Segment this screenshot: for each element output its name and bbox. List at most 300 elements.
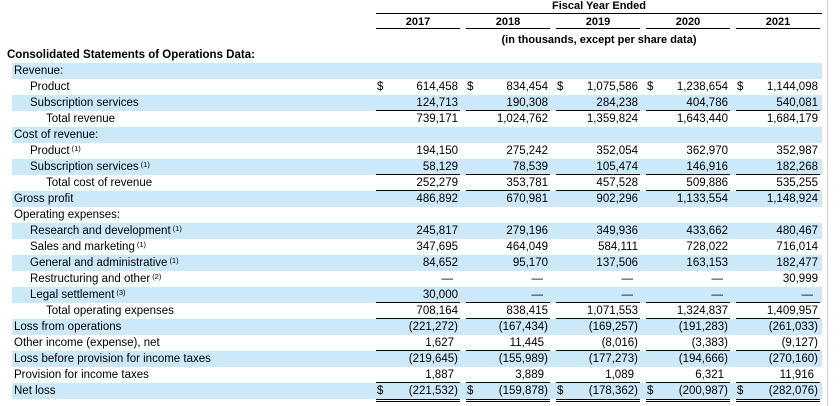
value-cell-box — [646, 351, 730, 367]
value-cell — [646, 351, 736, 367]
value-cell — [376, 111, 466, 127]
row-label — [12, 63, 376, 79]
value-cell — [466, 223, 556, 239]
value-cell-box — [646, 175, 730, 191]
cell-value: 105,474 — [596, 160, 638, 173]
table-row — [12, 383, 822, 399]
table-right-border — [827, 0, 828, 406]
cell-value: — — [621, 273, 633, 285]
row-label — [12, 223, 376, 239]
table-row — [12, 255, 822, 271]
value-cell — [646, 175, 736, 191]
year-header-cell — [556, 14, 646, 29]
value-cell — [376, 271, 466, 287]
value-cell-box — [466, 239, 550, 255]
cell-value: 404,786 — [686, 96, 728, 109]
row-label — [12, 111, 376, 127]
value-cell-box — [646, 287, 730, 303]
year-header-cell — [646, 14, 736, 29]
value-cell-box — [736, 159, 820, 175]
value-cell-box — [646, 271, 730, 287]
value-cell — [556, 319, 646, 335]
value-cell-box — [556, 63, 640, 79]
value-cell-box — [556, 367, 640, 383]
dollar-sign: $ — [377, 81, 384, 93]
value-cell — [646, 319, 736, 335]
year-header-cell — [736, 14, 822, 29]
value-cell-box — [736, 223, 820, 239]
value-cell-box — [376, 127, 460, 143]
value-cell-box — [736, 79, 820, 95]
cell-value: 584,111 — [598, 241, 638, 253]
row-label-text: Loss from operations — [14, 321, 122, 333]
value-cell-box — [466, 191, 550, 207]
value-cell-box — [376, 79, 460, 95]
value-cell — [646, 63, 736, 79]
value-cell — [376, 95, 466, 111]
row-label — [12, 191, 376, 207]
table-row — [12, 63, 822, 79]
cell-value: 716,014 — [776, 241, 818, 253]
value-cell — [646, 207, 736, 223]
cell-value: 252,279 — [416, 176, 458, 189]
row-label-text: Subscription services — [30, 161, 139, 173]
value-cell — [556, 95, 646, 111]
value-cell-box — [736, 207, 820, 223]
value-cell-box — [646, 79, 730, 95]
row-label — [12, 95, 376, 111]
value-cell-box — [376, 367, 460, 383]
value-cell — [466, 95, 556, 111]
double-rule-line — [376, 399, 460, 404]
value-cell — [466, 367, 556, 383]
value-cell — [376, 335, 466, 351]
value-cell — [376, 143, 466, 159]
row-label — [12, 175, 376, 191]
dollar-sign: $ — [467, 81, 474, 93]
cell-value: 1,409,957 — [766, 304, 818, 317]
value-cell-box — [736, 127, 820, 143]
value-cell — [556, 175, 646, 191]
cell-value: 347,695 — [416, 241, 458, 253]
value-cell — [736, 143, 822, 159]
value-cell-box — [736, 303, 820, 319]
cell-value: 708,164 — [416, 304, 458, 317]
cell-value: 433,662 — [686, 225, 728, 237]
row-label-text: Other income (expense), net — [14, 337, 160, 349]
cell-value: 739,171 — [416, 113, 458, 125]
value-cell-box — [376, 255, 460, 271]
cell-value: 1,238,654 — [676, 81, 728, 93]
value-cell — [556, 223, 646, 239]
dollar-sign: $ — [647, 385, 654, 397]
value-cell — [646, 127, 736, 143]
value-cell — [376, 367, 466, 383]
value-cell — [466, 207, 556, 223]
units-note: (in thousands, except per share data) — [501, 34, 697, 46]
value-cell-box — [466, 367, 550, 383]
value-cell-box — [466, 303, 550, 319]
cell-value: 146,916 — [686, 160, 728, 173]
value-cell — [556, 367, 646, 383]
row-label-text: Restructuring and other — [30, 273, 151, 285]
value-cell — [556, 207, 646, 223]
cell-value: 362,970 — [686, 145, 728, 157]
value-cell-box — [556, 127, 640, 143]
value-cell — [736, 383, 822, 399]
year-header: 2019 — [556, 14, 640, 29]
cell-value: 353,781 — [506, 176, 548, 189]
cell-value: 182,477 — [776, 257, 818, 269]
value-cell-box — [376, 335, 460, 351]
value-cell — [466, 303, 556, 319]
cell-value: 30,000 — [422, 288, 458, 301]
cell-value: 1,071,553 — [586, 304, 638, 317]
value-cell — [556, 63, 646, 79]
value-cell — [646, 95, 736, 111]
row-label-text: Revenue: — [14, 65, 64, 77]
cell-value: (159,878) — [498, 385, 548, 397]
footnote-marker: (3) — [116, 288, 126, 297]
row-label — [12, 383, 376, 399]
value-cell — [736, 351, 822, 367]
cell-value: 11,445 — [509, 336, 544, 349]
row-label — [12, 319, 376, 335]
cell-value: (221,272) — [408, 321, 458, 333]
cell-value: 1,024,762 — [496, 113, 548, 125]
year-column-headers — [376, 14, 822, 29]
value-cell-box — [736, 287, 820, 303]
table-row — [12, 191, 822, 207]
value-cell — [556, 255, 646, 271]
row-label — [12, 303, 376, 319]
cell-value: 1,148,924 — [766, 193, 818, 205]
table-row — [12, 111, 822, 127]
value-cell — [466, 271, 556, 287]
value-cell-box — [466, 207, 550, 223]
value-cell-box — [556, 207, 640, 223]
dollar-sign: $ — [737, 81, 744, 93]
value-cell — [736, 335, 822, 351]
value-cell — [376, 255, 466, 271]
value-cell — [556, 239, 646, 255]
cell-value: (200,987) — [678, 385, 728, 397]
value-cell-box — [736, 255, 820, 271]
cell-value: 6,321 — [695, 368, 724, 381]
value-cell — [376, 127, 466, 143]
year-header: 2017 — [376, 14, 460, 29]
value-cell — [466, 175, 556, 191]
value-cell — [376, 351, 466, 367]
value-cell-box — [466, 223, 550, 239]
value-cell-box — [646, 303, 730, 319]
table-header — [376, 0, 822, 48]
row-label — [12, 271, 376, 287]
cell-value: 535,255 — [776, 176, 818, 189]
row-label-text: Provision for income taxes — [14, 369, 149, 381]
year-header-cell — [376, 14, 466, 29]
cell-value: 1,684,179 — [766, 113, 818, 125]
row-label-text: Subscription services — [30, 97, 139, 109]
double-rule-cell — [556, 399, 646, 406]
value-cell — [736, 255, 822, 271]
cell-value: (261,033) — [768, 321, 818, 333]
value-cell-box — [466, 95, 550, 111]
cell-value: (167,434) — [498, 321, 548, 333]
value-cell — [376, 223, 466, 239]
table-row — [12, 335, 822, 351]
cell-value: 614,458 — [416, 81, 458, 93]
footnote-marker: (1) — [172, 224, 182, 233]
cell-value: — — [711, 273, 723, 285]
cell-value: (270,160) — [768, 353, 818, 365]
value-cell-box — [556, 95, 640, 111]
value-cell — [556, 335, 646, 351]
value-cell — [376, 303, 466, 319]
value-cell-box — [736, 143, 820, 159]
footnote-marker: (1) — [136, 240, 147, 249]
cell-value: — — [621, 288, 633, 301]
cell-value: (177,273) — [588, 353, 638, 365]
value-cell — [376, 159, 466, 175]
value-cell-box — [466, 319, 550, 335]
cell-value: 834,454 — [506, 81, 548, 93]
value-cell-box — [736, 111, 820, 127]
footnote-marker: (1) — [71, 144, 81, 153]
cell-value: — — [531, 273, 543, 285]
cell-value: — — [531, 288, 543, 301]
value-cell — [376, 319, 466, 335]
cell-value: (8,016) — [601, 336, 638, 349]
cell-value: (178,362) — [588, 385, 638, 397]
cell-value: 137,506 — [596, 257, 638, 269]
value-cell — [556, 143, 646, 159]
cell-value: (169,257) — [588, 321, 638, 333]
value-cell-box — [646, 127, 730, 143]
table-row — [12, 367, 822, 383]
value-cell-box — [646, 95, 730, 111]
value-cell — [466, 143, 556, 159]
cell-value: 124,713 — [416, 96, 458, 109]
value-cell-box — [376, 303, 460, 319]
table-row — [12, 143, 822, 159]
fiscal-year-ended-header: Fiscal Year Ended — [376, 0, 822, 14]
value-cell-box — [556, 255, 640, 271]
cell-value: 480,467 — [776, 225, 818, 237]
row-label — [12, 239, 376, 255]
cell-value: (9,127) — [781, 336, 818, 349]
value-cell — [466, 319, 556, 335]
value-cell-box — [646, 63, 730, 79]
table-row — [12, 239, 822, 255]
value-cell-box — [376, 207, 460, 223]
row-label — [12, 207, 376, 223]
cell-value: 1,324,837 — [676, 304, 728, 317]
cell-value: 457,528 — [596, 176, 638, 189]
section-title: Consolidated Statements of Operations Data: — [7, 49, 255, 61]
value-cell — [466, 351, 556, 367]
row-label — [12, 127, 376, 143]
cell-value: — — [711, 288, 723, 301]
row-label — [12, 79, 376, 95]
value-cell — [646, 223, 736, 239]
double-rule-cell — [736, 399, 822, 406]
dollar-sign: $ — [647, 81, 654, 93]
value-cell-box — [466, 143, 550, 159]
cell-value: — — [441, 273, 453, 285]
value-cell-box — [466, 351, 550, 367]
value-cell-box — [466, 127, 550, 143]
table-row — [12, 223, 822, 239]
footnote-marker: (2) — [152, 272, 162, 281]
cell-value: 486,892 — [416, 193, 458, 205]
value-cell — [646, 287, 736, 303]
row-label — [12, 335, 376, 351]
cell-value: 838,415 — [506, 304, 548, 317]
value-cell-box — [646, 367, 730, 383]
double-rule-cell — [466, 399, 556, 406]
row-label — [12, 143, 376, 159]
table-row — [12, 287, 822, 303]
value-cell — [736, 271, 822, 287]
value-cell-box — [556, 319, 640, 335]
value-cell — [376, 383, 466, 399]
row-label-text: Operating expenses: — [14, 209, 121, 221]
year-header-cell — [466, 14, 556, 29]
value-cell — [466, 287, 556, 303]
cell-value: 509,886 — [686, 176, 728, 189]
cell-value: (155,989) — [498, 353, 548, 365]
value-cell — [376, 63, 466, 79]
value-cell-box — [646, 191, 730, 207]
value-cell — [646, 367, 736, 383]
value-cell-box — [466, 159, 550, 175]
value-cell — [376, 287, 466, 303]
cell-value: 728,022 — [686, 241, 728, 253]
footnote-marker: (1) — [140, 160, 150, 169]
value-cell-box — [376, 191, 460, 207]
value-cell — [646, 335, 736, 351]
value-cell — [556, 287, 646, 303]
value-cell-box — [736, 63, 820, 79]
dollar-sign: $ — [557, 385, 564, 397]
year-header: 2020 — [646, 14, 730, 29]
value-cell-box — [736, 175, 820, 191]
double-rule-line — [556, 399, 640, 404]
value-cell — [556, 383, 646, 399]
value-cell — [466, 111, 556, 127]
double-rule-line — [466, 399, 550, 404]
value-cell-box — [556, 351, 640, 367]
cell-value: 3,889 — [515, 368, 544, 381]
value-cell-box — [736, 95, 820, 111]
cell-value: 464,049 — [506, 241, 548, 253]
value-cell-box — [646, 111, 730, 127]
cell-value: 194,150 — [416, 145, 458, 157]
value-cell-box — [466, 79, 550, 95]
value-cell-box — [466, 63, 550, 79]
cell-value: 163,153 — [686, 257, 728, 269]
value-cell-box — [646, 383, 730, 399]
cell-value: 902,296 — [596, 193, 638, 205]
value-cell — [376, 175, 466, 191]
value-cell — [556, 271, 646, 287]
row-label — [12, 287, 376, 303]
cell-value: (221,532) — [408, 385, 458, 397]
value-cell-box — [376, 351, 460, 367]
cell-value: 245,817 — [416, 225, 458, 237]
table-row — [12, 127, 822, 143]
value-cell-box — [556, 111, 640, 127]
cell-value: (191,283) — [678, 321, 728, 333]
row-label-text: Sales and marketing — [30, 241, 135, 253]
table-row — [12, 159, 822, 175]
value-cell — [736, 287, 822, 303]
table-row — [12, 207, 822, 223]
dollar-sign: $ — [467, 385, 474, 397]
row-label — [12, 367, 376, 383]
net-loss-double-rule — [12, 399, 822, 405]
value-cell-box — [556, 159, 640, 175]
value-cell-box — [466, 271, 550, 287]
value-cell — [736, 239, 822, 255]
row-label-text: Product — [30, 145, 70, 157]
value-cell — [736, 159, 822, 175]
dollar-sign: $ — [737, 385, 744, 397]
value-cell-box — [376, 63, 460, 79]
value-cell — [466, 335, 556, 351]
value-cell-box — [376, 223, 460, 239]
value-cell-box — [646, 143, 730, 159]
row-label — [12, 159, 376, 175]
value-cell — [736, 175, 822, 191]
cell-value: 182,268 — [776, 160, 818, 173]
value-cell — [736, 191, 822, 207]
value-cell — [556, 191, 646, 207]
cell-value: (219,645) — [408, 353, 458, 365]
row-label-text: General and administrative — [30, 257, 168, 269]
cell-value: 30,999 — [782, 273, 818, 285]
cell-value: 95,170 — [512, 257, 548, 269]
cell-value: 670,981 — [506, 193, 548, 205]
cell-value: 352,054 — [596, 145, 638, 157]
value-cell — [736, 367, 822, 383]
value-cell-box — [736, 335, 820, 351]
table-row — [12, 271, 822, 287]
row-label-text: Cost of revenue: — [14, 129, 99, 141]
value-cell — [466, 191, 556, 207]
value-cell-box — [466, 175, 550, 191]
value-cell — [646, 111, 736, 127]
value-cell-box — [646, 207, 730, 223]
cell-value: 1,075,586 — [586, 81, 638, 93]
value-cell-box — [556, 191, 640, 207]
financial-table — [12, 63, 822, 405]
value-cell — [466, 79, 556, 95]
value-cell-box — [466, 335, 550, 351]
year-header: 2021 — [736, 14, 820, 29]
row-label-text: Total revenue — [46, 113, 116, 125]
cell-value: 349,936 — [596, 225, 638, 237]
cell-value: 279,196 — [506, 225, 548, 237]
double-rule-line — [646, 399, 730, 404]
value-cell-box — [466, 383, 550, 399]
value-cell — [736, 63, 822, 79]
value-cell-box — [556, 303, 640, 319]
cell-value: 78,539 — [512, 160, 548, 173]
value-cell — [466, 63, 556, 79]
value-cell-box — [556, 239, 640, 255]
